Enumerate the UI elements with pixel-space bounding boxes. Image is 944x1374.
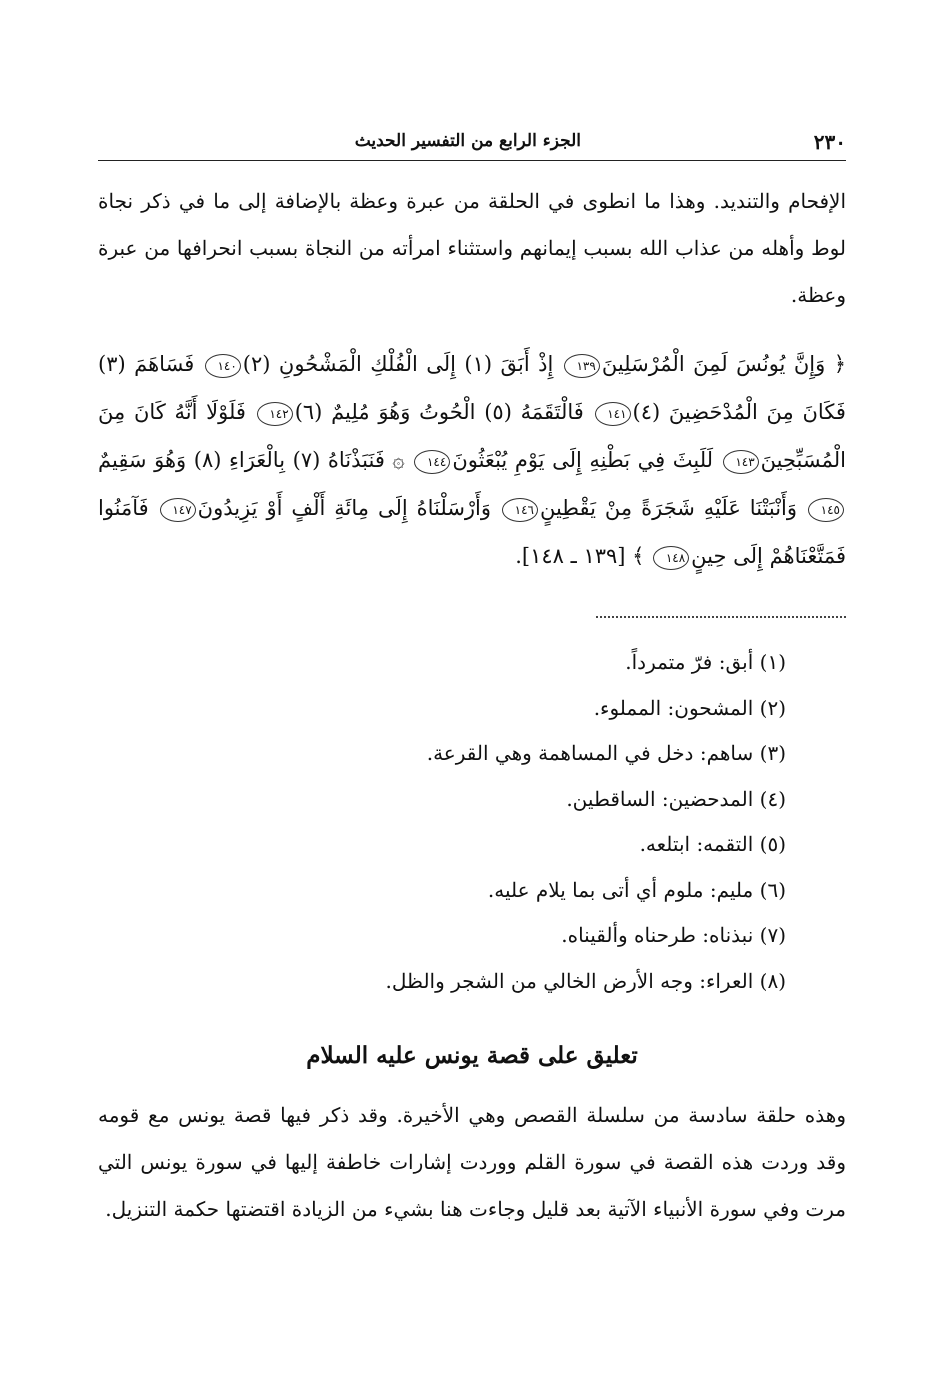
footnote-item: (١) أبق: فرّ متمرداً. bbox=[625, 650, 786, 674]
verse-close-bracket: ﴾ bbox=[632, 544, 645, 568]
verse-text: لَلَبِثَ فِي بَطْنِهِ إِلَى يَوْمِ يُبْعَثُونَ bbox=[452, 448, 714, 472]
quran-verse-block bbox=[98, 340, 846, 580]
verse-reference: [١٣٩ ـ ١٤٨]. bbox=[515, 544, 626, 568]
page-header bbox=[98, 126, 846, 161]
ayah-number-marker: ١٤٢ bbox=[257, 402, 293, 426]
footnote-item: (٢) المشحون: المملوء. bbox=[593, 695, 786, 720]
section-heading: تعليق على قصة يونس عليه السلام bbox=[306, 1042, 638, 1069]
footnotes-list bbox=[98, 640, 786, 1004]
ayah-number-marker: ١٣٩ bbox=[564, 354, 600, 378]
verse-text: ۞ فَنَبَذْنَاهُ (٧) بِالْعَرَاءِ (٨) وَهُوَ سَقِيمٌ bbox=[98, 448, 405, 472]
footnote-item: (٦) مليم: ملوم أي أتى بما يلام عليه. bbox=[487, 877, 786, 902]
footnote-separator bbox=[596, 616, 846, 620]
ayah-number-marker: ١٤٨ bbox=[653, 546, 689, 570]
ayah-number-marker: ١٤١ bbox=[595, 402, 631, 426]
verse-text: وَأَنْبَتْنَا عَلَيْهِ شَجَرَةً مِنْ يَقْطِينٍ bbox=[539, 496, 798, 520]
footnote-item: (٥) التقمه: ابتلعه. bbox=[639, 832, 786, 856]
verse-text: فَلَوْلَا أَنَّهُ كَانَ مِنَ الْمُسَبِّحِينَ bbox=[98, 400, 846, 472]
ayah-number-marker: ١٤٠ bbox=[205, 354, 241, 378]
verse-text: وَإِنَّ يُونُسَ لَمِنَ الْمُرْسَلِينَ bbox=[601, 352, 826, 376]
verse-text: فَسَاهَمَ (٣) فَكَانَ مِنَ الْمُدْحَضِينَ (٤) bbox=[98, 352, 846, 424]
ayah-number-marker: ١٤٥ bbox=[808, 498, 844, 522]
running-title: الجزء الرابع من التفسير الحديث bbox=[354, 131, 581, 151]
ayah-number-marker: ١٤٦ bbox=[502, 498, 538, 522]
verse-open-bracket: ﴿ bbox=[833, 352, 846, 376]
footnote-item: (٧) نبذناه: طرحناه وألقيناه. bbox=[561, 923, 786, 947]
page-number: ٢٣٠ bbox=[813, 130, 846, 154]
ayah-number-marker: ١٤٤ bbox=[414, 450, 450, 474]
verse-text: فَالْتَقَمَهُ (٥) الْحُوتُ وَهُوَ مُلِيمٌ (٦) bbox=[294, 400, 584, 424]
footnote-item: (٤) المدحضين: الساقطين. bbox=[566, 786, 786, 811]
verse-text: وَأَرْسَلْنَاهُ إِلَى مِائَةِ أَلْفٍ أَوْ يَزِيدُونَ bbox=[197, 496, 492, 520]
footnote-item: (٣) ساهم: دخل في المساهمة وهي القرعة. bbox=[426, 741, 786, 765]
verse-text: فَآمَنُوا فَمَتَّعْنَاهُمْ إِلَى حِينٍ bbox=[98, 496, 846, 568]
verse-text: إِذْ أَبَقَ (١) إِلَى الْفُلْكِ الْمَشْحُونِ (٢) bbox=[242, 352, 554, 376]
intro-paragraph: الإفحام والتنديد. وهذا ما انطوى في الحلقة من عبرة وعظة بالإضافة إلى ما في ذكر نجاة لوط وأهله من عذاب الله بسبب إيمانهم واستثناء امرأته من النجاة بسبب انحرافها من عبرة وعظة. bbox=[98, 189, 846, 307]
footnote-item: (٨) العراء: وجه الأرض الخالي من الشجر والظل. bbox=[385, 968, 786, 993]
section-paragraph: وهذه حلقة سادسة من سلسلة القصص وهي الأخيرة. وقد ذكر فيها قصة يونس مع قومه وقد وردت هذه القصة في سورة القلم ووردت إشارات خاطفة إليها في سورة يونس التي مرت وفي سورة الأنبياء الآتية بعد قليل وجاءت هنا بشيء من الزيادة اقتضتها حكمة التنزيل. bbox=[98, 1103, 846, 1221]
ayah-number-marker: ١٤٣ bbox=[723, 450, 759, 474]
ayah-number-marker: ١٤٧ bbox=[160, 498, 196, 522]
